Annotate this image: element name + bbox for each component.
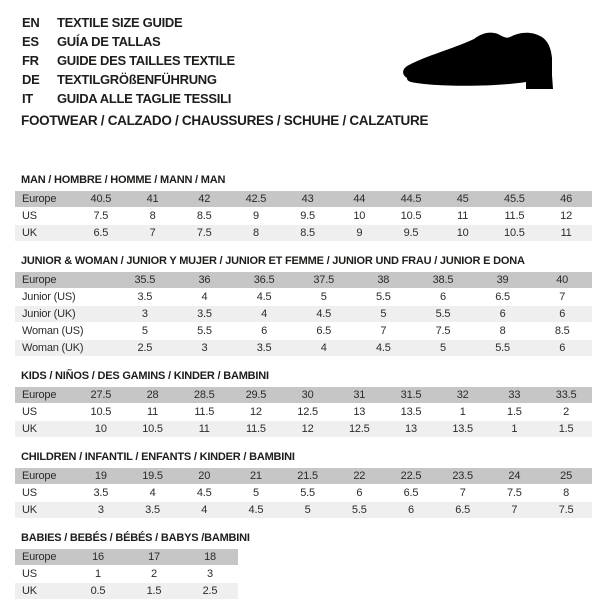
- size-value: 39: [473, 272, 533, 288]
- size-value: 8: [499, 325, 506, 337]
- size-value: 40.5: [75, 191, 127, 207]
- row-label: Woman (US): [22, 325, 84, 337]
- size-value: 13.5: [437, 421, 489, 437]
- size-section: [15, 174, 592, 242]
- size-value: 12.5: [297, 406, 318, 418]
- size-value: 3.5: [137, 291, 153, 303]
- size-value: 5: [413, 340, 473, 356]
- size-value: 45: [437, 191, 489, 207]
- size-value: 7.5: [93, 210, 109, 222]
- size-section: [15, 255, 592, 357]
- size-value: 7: [559, 291, 566, 303]
- size-section: [15, 370, 592, 438]
- table-row: [15, 191, 592, 207]
- size-value: 3.5: [175, 306, 235, 322]
- size-value: 4: [201, 291, 208, 303]
- size-value: 3: [207, 568, 213, 580]
- row-label: UK: [15, 225, 75, 241]
- size-table: [15, 190, 592, 242]
- size-value: 11: [540, 225, 592, 241]
- size-value: 6: [356, 487, 363, 499]
- size-value: 18: [182, 549, 238, 565]
- size-value: 17: [126, 549, 182, 565]
- size-value: 28.5: [178, 387, 230, 403]
- size-value: 2: [563, 406, 570, 418]
- size-value: 12: [249, 406, 262, 418]
- size-value: 46: [540, 191, 592, 207]
- size-value: 31.5: [385, 387, 437, 403]
- row-label: US: [22, 568, 37, 580]
- size-value: 27.5: [75, 387, 127, 403]
- size-value: 36.5: [234, 272, 294, 288]
- size-value: 19.5: [127, 468, 179, 484]
- size-value: 7: [489, 502, 541, 518]
- size-value: 4.5: [354, 340, 414, 356]
- size-value: 25: [540, 468, 592, 484]
- size-value: 13.5: [400, 406, 422, 418]
- size-value: 11: [147, 406, 159, 418]
- row-label: Europe: [15, 191, 75, 207]
- size-value: 22: [333, 468, 385, 484]
- size-tables: [15, 174, 592, 600]
- table-row: [15, 502, 592, 518]
- size-value: 11.5: [230, 421, 282, 437]
- size-value: 4.5: [256, 291, 272, 303]
- size-value: 1: [489, 421, 541, 437]
- size-value: 6: [385, 502, 437, 518]
- size-value: 3: [175, 340, 235, 356]
- size-value: 8.5: [554, 325, 570, 337]
- size-value: 10: [353, 210, 366, 222]
- size-value: 6.5: [403, 487, 419, 499]
- row-label: UK: [15, 502, 75, 518]
- size-value: 6: [473, 306, 533, 322]
- size-value: 31: [333, 387, 385, 403]
- size-value: 7.5: [540, 502, 592, 518]
- size-value: 5.5: [473, 340, 533, 356]
- size-table: [15, 548, 238, 600]
- size-value: 24: [489, 468, 541, 484]
- size-value: 21: [230, 468, 282, 484]
- size-value: 0.5: [70, 583, 126, 599]
- row-label: UK: [15, 583, 70, 599]
- size-value: 11: [178, 421, 230, 437]
- row-label: US: [22, 210, 37, 222]
- size-value: 10.5: [90, 406, 112, 418]
- size-value: 20: [178, 468, 230, 484]
- table-row: [15, 485, 592, 501]
- section-title: BABIES / BEBÉS / BÉBÉS / BABYS /BAMBINI: [21, 532, 250, 544]
- size-table: [15, 271, 592, 357]
- size-value: 40: [532, 272, 592, 288]
- size-value: 38.5: [413, 272, 473, 288]
- size-value: 23.5: [437, 468, 489, 484]
- size-value: 10.5: [489, 225, 541, 241]
- row-label: Woman (UK): [15, 340, 115, 356]
- size-value: 1.5: [506, 406, 522, 418]
- size-value: 44.5: [385, 191, 437, 207]
- size-value: 2: [151, 568, 157, 580]
- table-row: [15, 421, 592, 437]
- size-value: 6: [532, 306, 592, 322]
- size-value: 32: [437, 387, 489, 403]
- size-value: 4.5: [294, 306, 354, 322]
- size-value: 2.5: [115, 340, 175, 356]
- size-value: 5.5: [375, 291, 391, 303]
- language-label: TEXTILGRÖßENFÜHRUNG: [57, 72, 217, 87]
- size-value: 6: [532, 340, 592, 356]
- size-value: 16: [70, 549, 126, 565]
- size-table: [15, 467, 592, 519]
- size-value: 30: [282, 387, 334, 403]
- size-value: 35.5: [115, 272, 175, 288]
- size-value: 4: [294, 340, 354, 356]
- table-row: [15, 208, 592, 224]
- size-value: 7.5: [506, 487, 522, 499]
- size-value: 5.5: [333, 502, 385, 518]
- size-value: 7.5: [178, 225, 230, 241]
- language-code: EN: [22, 15, 40, 30]
- header: [15, 13, 592, 128]
- size-value: 42.5: [230, 191, 282, 207]
- row-label: US: [22, 487, 37, 499]
- table-row: [15, 468, 592, 484]
- dress-shoe-icon: [398, 30, 568, 92]
- section-title: CHILDREN / INFANTIL / ENFANTS / KINDER / BAMBINI: [21, 451, 295, 463]
- language-label: TEXTILE SIZE GUIDE: [57, 15, 183, 30]
- size-value: 12.5: [333, 421, 385, 437]
- size-value: 10.5: [127, 421, 179, 437]
- size-value: 6.5: [495, 291, 510, 303]
- size-value: 6: [439, 291, 446, 303]
- language-label: GUIDE DES TAILLES TEXTILE: [57, 53, 235, 68]
- size-table: [15, 386, 592, 438]
- language-code: FR: [22, 53, 39, 68]
- size-value: 10: [437, 225, 489, 241]
- size-value: 41: [127, 191, 179, 207]
- size-value: 5.5: [300, 487, 315, 499]
- table-row: [15, 323, 592, 339]
- row-label: UK: [15, 421, 75, 437]
- size-value: 10: [75, 421, 127, 437]
- size-value: 37.5: [294, 272, 354, 288]
- size-value: 6.5: [316, 325, 332, 337]
- table-row: [15, 387, 592, 403]
- size-value: 7: [380, 325, 387, 337]
- section-title: MAN / HOMBRE / HOMME / MANN / MAN: [21, 174, 226, 186]
- size-value: 5: [141, 325, 148, 337]
- size-value: 1.5: [126, 583, 182, 599]
- size-value: 1: [95, 568, 101, 580]
- row-label: Europe: [15, 387, 75, 403]
- row-label: Europe: [15, 272, 115, 288]
- size-value: 6: [261, 325, 268, 337]
- size-value: 8: [149, 210, 156, 222]
- size-value: 43: [282, 191, 334, 207]
- language-label: GUIDA ALLE TAGLIE TESSILI: [57, 91, 232, 106]
- table-row: [15, 225, 592, 241]
- size-value: 3: [115, 306, 175, 322]
- table-row: [15, 306, 592, 322]
- size-value: 7: [127, 225, 179, 241]
- size-value: 13: [353, 406, 366, 418]
- size-value: 3.5: [127, 502, 179, 518]
- size-value: 5: [252, 487, 259, 499]
- size-value: 3.5: [93, 487, 109, 499]
- size-value: 28: [127, 387, 179, 403]
- size-value: 36: [175, 272, 235, 288]
- table-row: [15, 272, 592, 288]
- size-value: 2.5: [182, 583, 238, 599]
- table-row: [15, 566, 238, 582]
- table-row: [15, 404, 592, 420]
- size-value: 4: [178, 502, 230, 518]
- size-value: 33: [489, 387, 541, 403]
- size-value: 45.5: [489, 191, 541, 207]
- row-label: US: [22, 406, 37, 418]
- table-row: [15, 289, 592, 305]
- language-label: GUÍA DE TALLAS: [57, 34, 161, 49]
- size-value: 5.5: [197, 325, 212, 337]
- size-value: 10.5: [400, 210, 422, 222]
- size-value: 44: [333, 191, 385, 207]
- size-value: 3: [75, 502, 127, 518]
- size-value: 6.5: [437, 502, 489, 518]
- size-section: [15, 532, 592, 600]
- size-value: 9: [252, 210, 259, 222]
- size-value: 5: [282, 502, 334, 518]
- size-value: 29.5: [230, 387, 282, 403]
- size-value: 8.5: [196, 210, 212, 222]
- row-label: Junior (US): [22, 291, 76, 303]
- size-value: 5.5: [413, 306, 473, 322]
- size-value: 11.5: [504, 210, 525, 222]
- table-row: [15, 583, 238, 599]
- size-value: 38: [354, 272, 414, 288]
- row-label: Europe: [15, 468, 75, 484]
- size-value: 5: [320, 291, 327, 303]
- size-value: 7.5: [435, 325, 451, 337]
- size-value: 3.5: [234, 340, 294, 356]
- size-value: 9.5: [300, 210, 315, 222]
- size-section: [15, 451, 592, 519]
- size-value: 11.5: [194, 406, 215, 418]
- size-value: 8.5: [282, 225, 334, 241]
- size-value: 8: [563, 487, 570, 499]
- size-value: 9.5: [385, 225, 437, 241]
- size-value: 9: [333, 225, 385, 241]
- size-value: 4.5: [196, 487, 212, 499]
- size-value: 13: [385, 421, 437, 437]
- size-value: 12: [282, 421, 334, 437]
- category-line: FOOTWEAR / CALZADO / CHAUSSURES / SCHUHE / CALZATURE: [21, 113, 429, 128]
- language-code: DE: [22, 72, 40, 87]
- row-label: Junior (UK): [15, 306, 115, 322]
- language-code: ES: [22, 34, 39, 49]
- size-value: 8: [230, 225, 282, 241]
- size-value: 6.5: [75, 225, 127, 241]
- size-value: 7: [459, 487, 466, 499]
- table-row: [15, 549, 238, 565]
- size-value: 4.5: [230, 502, 282, 518]
- size-value: 4: [234, 306, 294, 322]
- size-value: 12: [560, 210, 573, 222]
- size-value: 19: [75, 468, 127, 484]
- size-value: 22.5: [385, 468, 437, 484]
- size-value: 11: [457, 210, 469, 222]
- language-code: IT: [22, 91, 33, 106]
- size-value: 42: [178, 191, 230, 207]
- size-value: 5: [354, 306, 414, 322]
- section-title: JUNIOR & WOMAN / JUNIOR Y MUJER / JUNIOR ET FEMME / JUNIOR UND FRAU / JUNIOR E DONA: [21, 255, 525, 267]
- size-value: 33.5: [540, 387, 592, 403]
- row-label: Europe: [15, 549, 70, 565]
- size-value: 1.5: [540, 421, 592, 437]
- section-title: KIDS / NIÑOS / DES GAMINS / KINDER / BAMBINI: [21, 370, 269, 382]
- table-row: [15, 340, 592, 356]
- size-value: 21.5: [282, 468, 334, 484]
- size-value: 1: [459, 406, 466, 418]
- size-value: 4: [149, 487, 156, 499]
